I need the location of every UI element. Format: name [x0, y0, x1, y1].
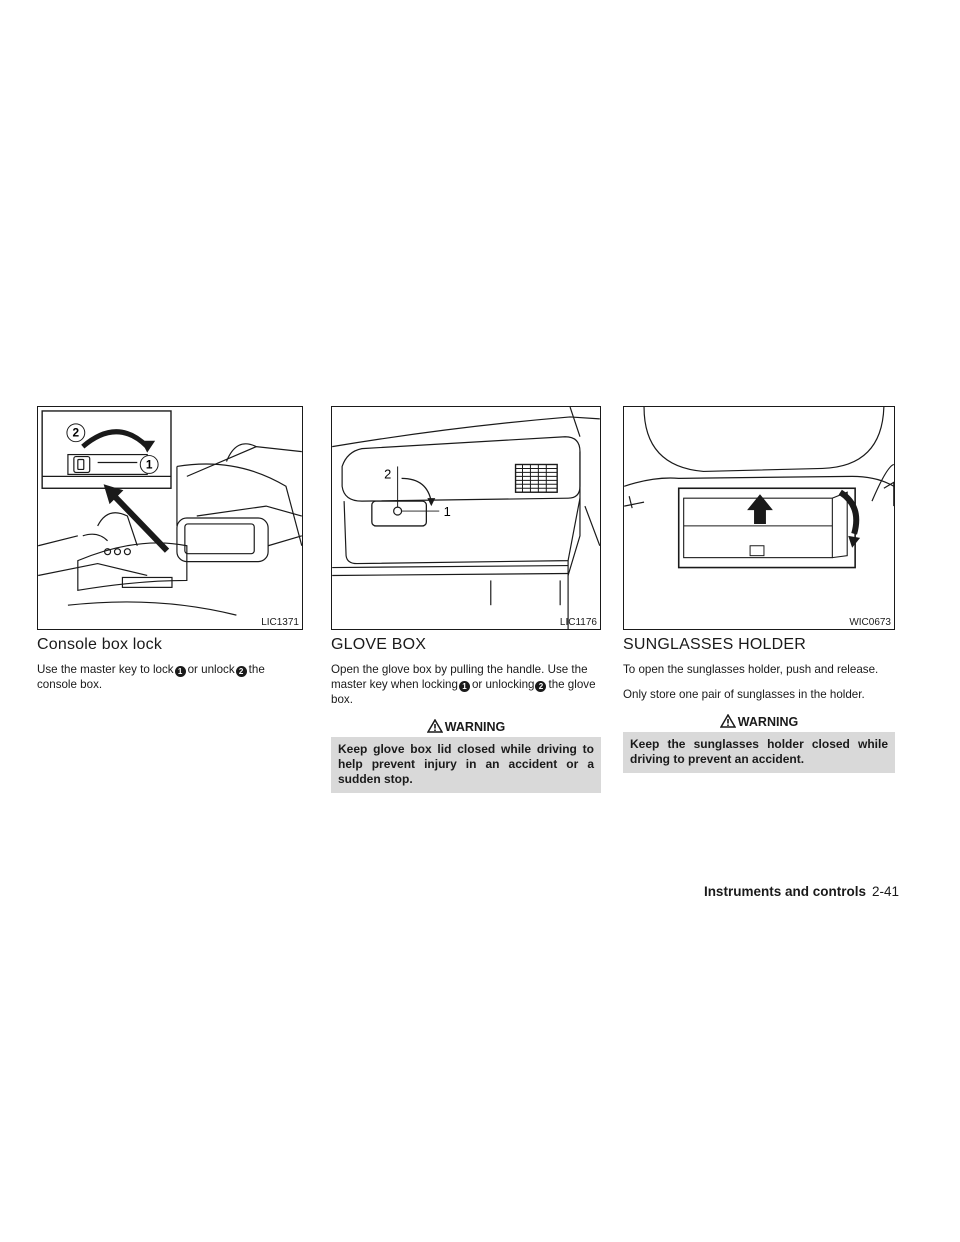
figure-code: WIC0673 [849, 617, 891, 628]
body-paragraph: Only store one pair of sunglasses in the holder. [623, 688, 865, 701]
figure-callout-1: 1 [443, 504, 451, 520]
console-box-illustration [38, 407, 302, 629]
sunglasses-holder-figure [623, 406, 895, 630]
body-paragraph: To open the sunglasses holder, push and release. [623, 663, 879, 676]
sunglasses-holder-section [623, 406, 895, 773]
warning-box: Keep the sunglasses holder closed while driving to prevent an accident. [623, 732, 895, 773]
glove-box-section [331, 406, 601, 793]
glove-box-illustration [332, 407, 600, 629]
page-footer [679, 884, 899, 899]
warning-box: Keep glove box lid closed while driving to help prevent injury in an accident or a sudden stop. [331, 737, 601, 793]
figure-code: LIC1371 [261, 617, 299, 628]
figure-code: LIC1176 [559, 617, 597, 628]
figure-callout-2: 2 [384, 466, 392, 482]
warning-title: WARNING [444, 720, 506, 734]
warning-title: WARNING [737, 715, 799, 729]
figure-callout-2: 2 [72, 425, 80, 440]
console-box-figure [37, 406, 303, 630]
warning-heading [331, 717, 601, 737]
callout-2-icon: 2 [236, 666, 247, 677]
warning-heading [623, 712, 895, 732]
page-number: 2-41 [871, 884, 899, 899]
callout-2-icon: 2 [535, 681, 546, 692]
callout-1-icon: 1 [175, 666, 186, 677]
section-heading: Console box lock [37, 636, 163, 653]
footer-section-title: Instruments and controls [703, 884, 866, 899]
warning-triangle-icon [720, 714, 736, 728]
glove-box-figure [331, 406, 601, 630]
sunglasses-holder-illustration [624, 407, 894, 629]
warning-triangle-icon [427, 719, 443, 733]
figure-callout-1: 1 [145, 457, 153, 472]
callout-1-icon: 1 [459, 681, 470, 692]
body-paragraph: Use the master key to lock 1 or unlock 2 the console box. [37, 663, 265, 691]
section-heading: GLOVE BOX [331, 636, 427, 653]
body-paragraph: Open the glove box by pulling the handle. Use the master key when locking 1 or unlocking 2 the glove box. [331, 663, 596, 706]
console-box-section [37, 406, 303, 702]
section-heading: SUNGLASSES HOLDER [623, 636, 807, 653]
